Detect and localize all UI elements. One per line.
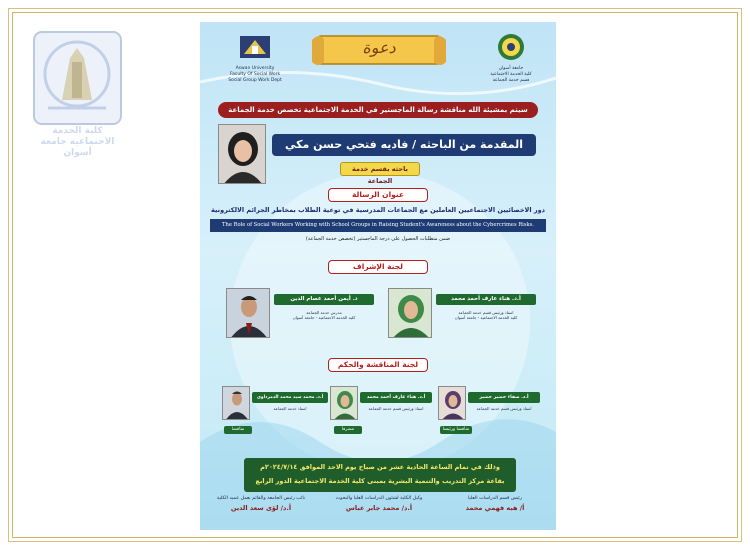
supervisor-photo bbox=[388, 288, 432, 338]
watermark-label: كلية الخدمة الاجتماعية جامعة أسوان bbox=[40, 126, 115, 158]
announcement-banner: سيتم بمشيئة الله مناقشة رسالة الماجستير في الخدمة الاجتماعية تخصص خدمة الجماعة bbox=[218, 102, 538, 118]
supervisor-role bbox=[432, 310, 540, 320]
committee-heading: لجنة المناقشة والحكم bbox=[328, 358, 428, 372]
supervisor-role-line2: كلية الخدمة الاجتماعية - جامعة أسوان bbox=[292, 315, 356, 320]
supervisor-avatar-icon bbox=[227, 289, 270, 338]
logo-left-line2: Faculty Of Social Work bbox=[229, 72, 281, 77]
poster-background-decoration bbox=[200, 22, 556, 530]
committee-member-role: استاذ ورئيس قسم خدمة الجماعة bbox=[476, 406, 532, 411]
event-location-line: بقاعة مركز التدريب والتنمية البشرية بمبنى كلية الخدمة الاجتماعية الدور الرابع bbox=[255, 477, 505, 485]
supervisor-role-line1: استاذ ورئيس قسم خدمة الجماعة bbox=[458, 310, 514, 315]
committee-member-photo bbox=[330, 386, 358, 420]
signature-name: أ.د/ لؤى سعد الدين bbox=[230, 504, 292, 512]
thesis-heading: عنوان الرسالة bbox=[328, 188, 428, 202]
committee-member-name: أ.د. محمد سيد محمد الدمرداوي bbox=[252, 392, 328, 403]
committee-avatar-icon bbox=[223, 387, 250, 420]
logo-right-line2: كلية الخدمة الاجتماعية bbox=[490, 72, 532, 77]
supervisor-photo bbox=[226, 288, 270, 338]
presenter-role-badge: باحثه بقسم خدمة الجماعة bbox=[340, 162, 420, 176]
supervisor-role bbox=[270, 310, 378, 320]
event-details-box bbox=[244, 458, 516, 492]
invitation-title: دعوة bbox=[362, 38, 396, 57]
signature-name: أ.د/ محمد جابر عباس bbox=[345, 504, 413, 512]
committee-avatar-icon bbox=[439, 387, 466, 420]
logo-left-line3: Social Group Work Dept bbox=[228, 78, 282, 83]
signature-title: وكيل الكلية لشئون الدراسات العليا والبحوث bbox=[335, 496, 423, 501]
committee-member-role: استاذ ورئيس قسم خدمة الجماعة bbox=[368, 406, 424, 411]
watermark-emblem-icon bbox=[30, 28, 125, 128]
signature-name: أ/ هبه فهمي محمد bbox=[465, 504, 525, 512]
committee-member-tag: مشرفا bbox=[334, 426, 362, 434]
committee-member-tag: مناقشا ورئيسا bbox=[440, 426, 472, 434]
logo-right-line1: جامعة أسوان bbox=[498, 66, 524, 71]
signature-block bbox=[440, 496, 550, 512]
thesis-title-english: The Role of Social Workers Working with School Groups in Raising Student's Awareness about the Cybercrimes Risks. bbox=[210, 219, 546, 232]
presenter-avatar-icon bbox=[219, 125, 266, 184]
supervision-heading: لجنة الإشراف bbox=[328, 260, 428, 274]
degree-note: ضمن متطلبات الحصول على درجة الماجستير (تخصص خدمة الجماعة) bbox=[305, 236, 451, 242]
social-group-work-logo-icon bbox=[494, 32, 528, 62]
supervisor-role-line1: مدرس خدمة الجماعة bbox=[306, 310, 342, 315]
thesis-title-arabic: دور الاخصائيين الاجتماعيين العاملين مع الجماعات المدرسية في توعية الطلاب بمخاطر الجرائم الالكترونية bbox=[211, 206, 545, 214]
committee-member-name: أ.د. صفاء حضير حضير bbox=[468, 392, 540, 403]
signature-title: نائب رئيس الجامعة والقائم بعمل عميد الكلية bbox=[216, 496, 306, 501]
invitation-title-scroll bbox=[310, 28, 448, 72]
committee-member-name: أ.د. هناء عارف أحمد محمد bbox=[360, 392, 432, 403]
logo-right-line3: قسم خدمة الجماعة bbox=[492, 78, 530, 83]
signature-block bbox=[206, 496, 316, 512]
supervisor-role-line2: كلية الخدمة الاجتماعية - جامعة أسوان bbox=[454, 315, 518, 320]
presenter-name-banner: المقدمة من الباحثه / فاديه فتحي حسن مكي bbox=[272, 134, 536, 156]
committee-member-role: استاذ خدمة الجماعة bbox=[273, 406, 307, 411]
presenter-photo bbox=[218, 124, 266, 184]
aswan-university-logo-icon bbox=[238, 32, 272, 62]
committee-member-photo bbox=[222, 386, 250, 420]
faculty-logo-right bbox=[476, 32, 546, 84]
supervisor-avatar-icon bbox=[389, 289, 432, 338]
committee-member-photo bbox=[438, 386, 466, 420]
supervisor-name: أ.د. هناء عارف أحمد محمد bbox=[436, 294, 536, 305]
logo-left-line1: Aswan University bbox=[235, 66, 275, 71]
committee-member-tag: مناقشا bbox=[224, 426, 252, 434]
committee-avatar-icon bbox=[331, 387, 358, 420]
university-logo-left bbox=[220, 32, 290, 84]
invitation-poster bbox=[200, 22, 556, 530]
faculty-watermark-logo bbox=[30, 28, 125, 158]
signature-block bbox=[324, 496, 434, 512]
signature-title: رئيس قسم الدراسات العليا bbox=[467, 496, 523, 501]
event-date-line: وذلك في تمام الساعة الحادية عشر من صباح يوم الاحد الموافق ٢٠٢٤/٧/١٤م bbox=[260, 463, 500, 471]
supervisor-name: د. أيمن أحمد عصام الدين bbox=[274, 294, 374, 305]
